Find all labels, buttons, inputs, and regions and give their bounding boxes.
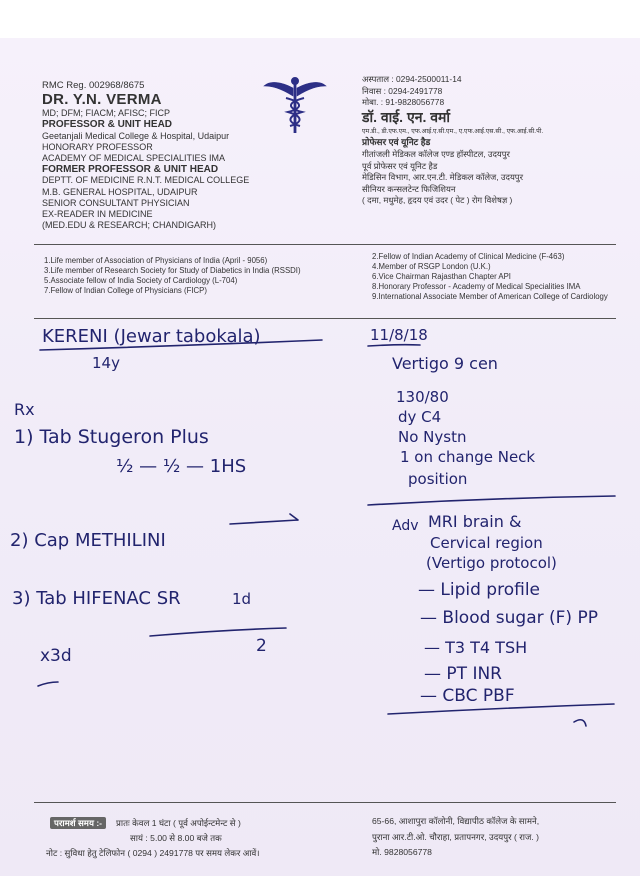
timing-label: परामर्श समय :- bbox=[50, 817, 106, 829]
affiliation-item: 8.Honorary Professor - Academy of Medical Specialities IMA bbox=[372, 282, 581, 291]
investigation-3: (Vertigo protocol) bbox=[426, 554, 557, 572]
affiliation-item: 3.Life member of Research Society for Study of Diabetics in India (RSSDI) bbox=[44, 266, 301, 275]
designation-line: M.B. GENERAL HOSPITAL, UDAIPUR bbox=[42, 186, 198, 197]
designation-line-hindi: गीतांजली मेडिकल कॉलेज एण्ड हॉस्पीटल, उदयपुर bbox=[362, 148, 510, 159]
designation-line-hindi: प्रोफेसर एवं यूनिट हैड bbox=[362, 137, 431, 148]
history-line-3: 1 on change Neck bbox=[400, 448, 536, 466]
history-line-2: No Nystn bbox=[398, 428, 467, 446]
investigation-7: — PT INR bbox=[424, 664, 502, 684]
investigation-8: — CBC PBF bbox=[420, 686, 515, 706]
history-line-4: position bbox=[408, 470, 468, 488]
residence-phone: निवास : 0294-2491778 bbox=[362, 85, 443, 96]
investigation-6: — T3 T4 TSH bbox=[424, 638, 528, 657]
designation-line: EX-READER IN MEDICINE bbox=[42, 209, 153, 220]
medication-1: 1) Tab Stugeron Plus bbox=[14, 426, 209, 448]
designation-lines-hindi bbox=[362, 137, 632, 207]
designation-line: DEPTT. OF MEDICINE R.N.T. MEDICAL COLLEGE bbox=[42, 175, 250, 186]
affiliations-left bbox=[44, 256, 344, 296]
affiliation-item: 1.Life member of Association of Physicians of India (April - 9056) bbox=[44, 256, 268, 265]
designation-line: PROFESSOR & UNIT HEAD bbox=[42, 119, 173, 131]
chief-complaint: Vertigo 9 cen bbox=[392, 354, 498, 373]
morning-timing: प्रातः केवल 1 घंटा ( पूर्व अपोईन्टमेन्ट से ) bbox=[116, 818, 241, 828]
investigation-2: Cervical region bbox=[430, 534, 543, 552]
footer-mobile: मो. 9828056778 bbox=[372, 847, 432, 857]
investigation-5: — Blood sugar (F) PP bbox=[420, 608, 598, 628]
affiliation-item: 4.Member of RSGP London (U.K.) bbox=[372, 262, 491, 271]
visit-date: 11/8/18 bbox=[370, 326, 428, 344]
header-divider bbox=[34, 244, 616, 245]
address-line-1: 65-66, आशापुरा कॉलोनी, विद्यापीठ कॉलेज के सामने, bbox=[372, 816, 540, 826]
doctor-name-hindi: डॉ. वाई. एन. वर्मा bbox=[362, 108, 451, 125]
affiliation-item: 7.Fellow of Indian College of Physicians (FICP) bbox=[44, 286, 207, 295]
designation-line: ACADEMY OF MEDICAL SPECIALITIES IMA bbox=[42, 153, 226, 164]
designation-line: Geetanjali Medical College & Hospital, Udaipur bbox=[42, 130, 230, 141]
mobile-number: मोबा. : 91-9828056778 bbox=[362, 97, 445, 108]
evening-timing: सायं : 5.00 से 8.00 बजे तक bbox=[130, 833, 222, 843]
small-mark: 2 bbox=[256, 636, 267, 656]
doctor-name: DR. Y.N. VERMA bbox=[42, 91, 162, 109]
affiliation-item: 6.Vice Chairman Rajasthan Chapter API bbox=[372, 272, 511, 281]
patient-age: 14y bbox=[92, 354, 120, 372]
hospital-phone: अस्पताल : 0294-2500011-14 bbox=[362, 74, 462, 84]
designation-line-hindi: मेडिसिन विभाग, आर.एन.टी. मेडिकल कॉलेज, उदयपुर bbox=[362, 172, 523, 183]
letterhead-left bbox=[42, 80, 292, 231]
designation-line-hindi: ( दमा, मधुमेह, हृदय एवं उदर ( पेट ) रोग विशेषज्ञ ) bbox=[362, 195, 513, 206]
appointment-note: नोट : सुविधा हेतु टेलिफोन ( 0294 ) 2491778 पर समय लेकर आवें। bbox=[46, 848, 260, 858]
footer-timings bbox=[46, 816, 370, 861]
address-line-2: पुराना आर.टी.ओ. चौराहा, प्रतापनगर, उदयपुर ( राज. ) bbox=[372, 831, 540, 842]
medication-3: 3) Tab HIFENAC SR bbox=[12, 588, 181, 609]
affiliation-item: 9.International Associate Member of American College of Cardiology bbox=[372, 292, 608, 301]
footer-divider bbox=[34, 802, 616, 803]
blood-pressure: 130/80 bbox=[396, 388, 449, 406]
designation-lines bbox=[42, 119, 292, 231]
caduceus-icon bbox=[262, 74, 328, 138]
designation-line: HONORARY PROFESSOR bbox=[42, 141, 153, 152]
designation-line: (MED.EDU & RESEARCH; CHANDIGARH) bbox=[42, 220, 217, 231]
designation-line-hindi: सीनियर कन्सलटेन्ट फिजिशियन bbox=[362, 183, 456, 194]
designation-line-hindi: पूर्व प्रोफेसर एवं यूनिट हैड bbox=[362, 160, 438, 171]
affiliations-divider bbox=[34, 318, 616, 319]
medication-2: 2) Cap METHILINI bbox=[10, 530, 166, 551]
letterhead-right bbox=[362, 74, 632, 207]
medication-3-dose: 1d bbox=[232, 590, 252, 608]
designation-line: SENIOR CONSULTANT PHYSICIAN bbox=[42, 197, 190, 208]
investigation-1: MRI brain & bbox=[428, 512, 522, 531]
medication-1-dose: ½ — ½ — 1HS bbox=[116, 456, 247, 477]
affiliation-item: 2.Fellow of Indian Academy of Clinical Medicine (F-463) bbox=[372, 252, 565, 261]
affiliations-right bbox=[372, 252, 632, 302]
affiliation-item: 5.Associate fellow of India Society of Cardiology (L-704) bbox=[44, 276, 238, 285]
rx-symbol: Rx bbox=[14, 400, 35, 419]
patient-name: KERENI (Jewar tabokala) bbox=[42, 326, 261, 347]
designation-line: FORMER PROFESSOR & UNIT HEAD bbox=[42, 164, 219, 176]
advice-label: Adv bbox=[392, 518, 419, 534]
investigation-4: — Lipid profile bbox=[418, 580, 541, 600]
doctor-degrees: MD; DFM; FIACM; AFISC; FICP bbox=[42, 108, 170, 119]
history-line-1: dy C4 bbox=[398, 408, 442, 426]
registration-number: RMC Reg. 002968/8675 bbox=[42, 80, 145, 91]
doctor-degrees-hindi: एम.डी., डी.एफ.एम., एफ.आई.ए.सी.एम., ए.एफ.आई.एस.सी., एफ.आई.सी.पी. bbox=[362, 127, 544, 135]
duration: x3d bbox=[40, 646, 72, 666]
footer-address bbox=[372, 814, 632, 861]
